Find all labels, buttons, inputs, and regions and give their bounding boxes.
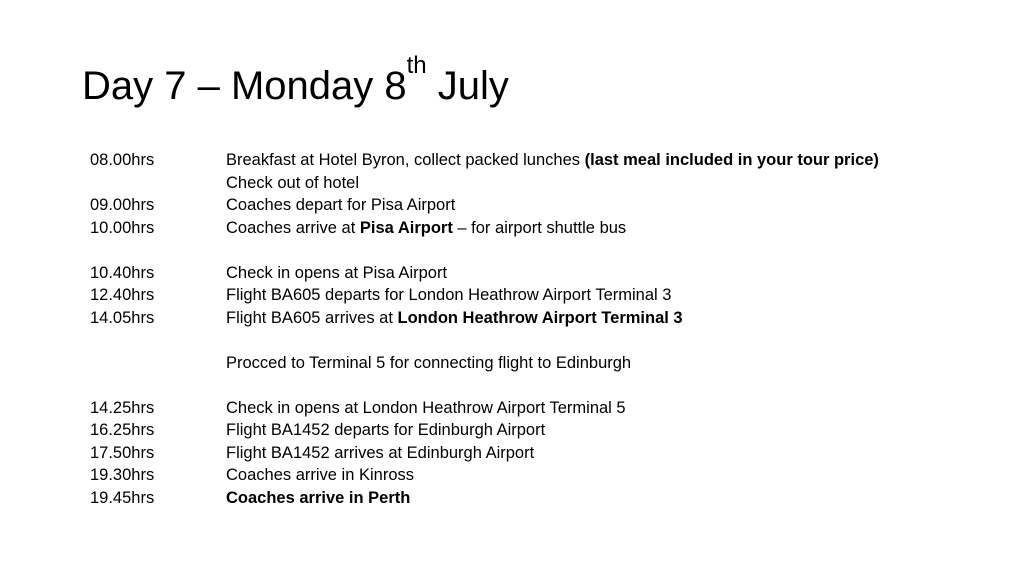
schedule-time: 12.40hrs [90, 286, 155, 304]
schedule-row [90, 487, 1010, 510]
schedule-time: 14.25hrs [90, 398, 155, 417]
schedule-time: 10.40hrs [90, 263, 155, 282]
schedule-row [90, 352, 1010, 375]
schedule-row [90, 442, 1010, 465]
schedule-description [226, 419, 545, 442]
schedule-time: 16.25hrs [90, 421, 155, 439]
schedule-description [226, 442, 534, 465]
schedule-text: Flight BA605 arrives at [226, 308, 398, 327]
schedule-text: Check in opens at Pisa Airport [226, 263, 448, 282]
schedule-row [90, 172, 1010, 195]
schedule-description [226, 352, 631, 375]
schedule-time: 17.50hrs [90, 443, 155, 462]
title-superscript: th [406, 52, 427, 79]
schedule-time: 09.00hrs [90, 196, 155, 214]
schedule-text: Coaches arrive in Kinross [226, 466, 414, 484]
schedule-description [226, 172, 359, 195]
title-main: Day 7 – Monday 8 [82, 64, 407, 108]
schedule-description [226, 397, 626, 420]
schedule-text: Breakfast at Hotel Byron, collect packed lunches [226, 151, 585, 169]
schedule-text: Flight BA1452 departs for Edinburgh Airport [226, 421, 546, 439]
schedule-text-bold: Coaches arrive in Perth [226, 488, 411, 507]
schedule-row [90, 419, 1010, 442]
schedule-row [90, 284, 1010, 307]
schedule-description [226, 307, 683, 330]
schedule-time: 14.05hrs [90, 308, 155, 327]
schedule-text: Check in opens at London Heathrow Airport Terminal 5 [226, 398, 626, 417]
schedule-description [226, 487, 410, 510]
schedule-text-bold: London Heathrow Airport Terminal 3 [397, 308, 683, 327]
schedule-time: 19.30hrs [90, 466, 155, 484]
schedule-text: Procced to Terminal 5 for connecting flight to Edinburgh [226, 353, 632, 372]
schedule-time: 08.00hrs [90, 151, 155, 169]
schedule-row [90, 239, 1010, 262]
schedule-text: Check out of hotel [226, 173, 359, 192]
schedule-row [90, 464, 1010, 487]
page-title [82, 52, 509, 114]
schedule-row [90, 149, 1010, 172]
schedule-description [226, 464, 414, 487]
schedule-text-bold: Pisa Airport [359, 218, 453, 237]
schedule-text: Flight BA1452 arrives at Edinburgh Airport [226, 443, 535, 462]
schedule-row [90, 329, 1010, 352]
schedule-text: – for airport shuttle bus [452, 218, 627, 237]
schedule-description [226, 284, 671, 307]
schedule-list [90, 149, 1010, 509]
schedule-row [90, 262, 1010, 285]
title-end: July [426, 64, 509, 108]
schedule-row [90, 217, 1010, 240]
schedule-text: Coaches arrive at [226, 218, 360, 237]
schedule-text: Flight BA605 departs for London Heathrow Airport Terminal 3 [226, 286, 672, 304]
schedule-description [226, 262, 447, 285]
schedule-description [226, 217, 626, 240]
schedule-description [226, 149, 879, 172]
schedule-text-bold: (last meal included in your tour price) [584, 151, 879, 169]
schedule-text: Coaches depart for Pisa Airport [226, 196, 456, 214]
schedule-row [90, 194, 1010, 217]
schedule-row [90, 397, 1010, 420]
schedule-time: 19.45hrs [90, 488, 155, 507]
schedule-row [90, 374, 1010, 397]
schedule-time: 10.00hrs [90, 218, 155, 237]
schedule-row [90, 307, 1010, 330]
schedule-description [226, 194, 455, 217]
